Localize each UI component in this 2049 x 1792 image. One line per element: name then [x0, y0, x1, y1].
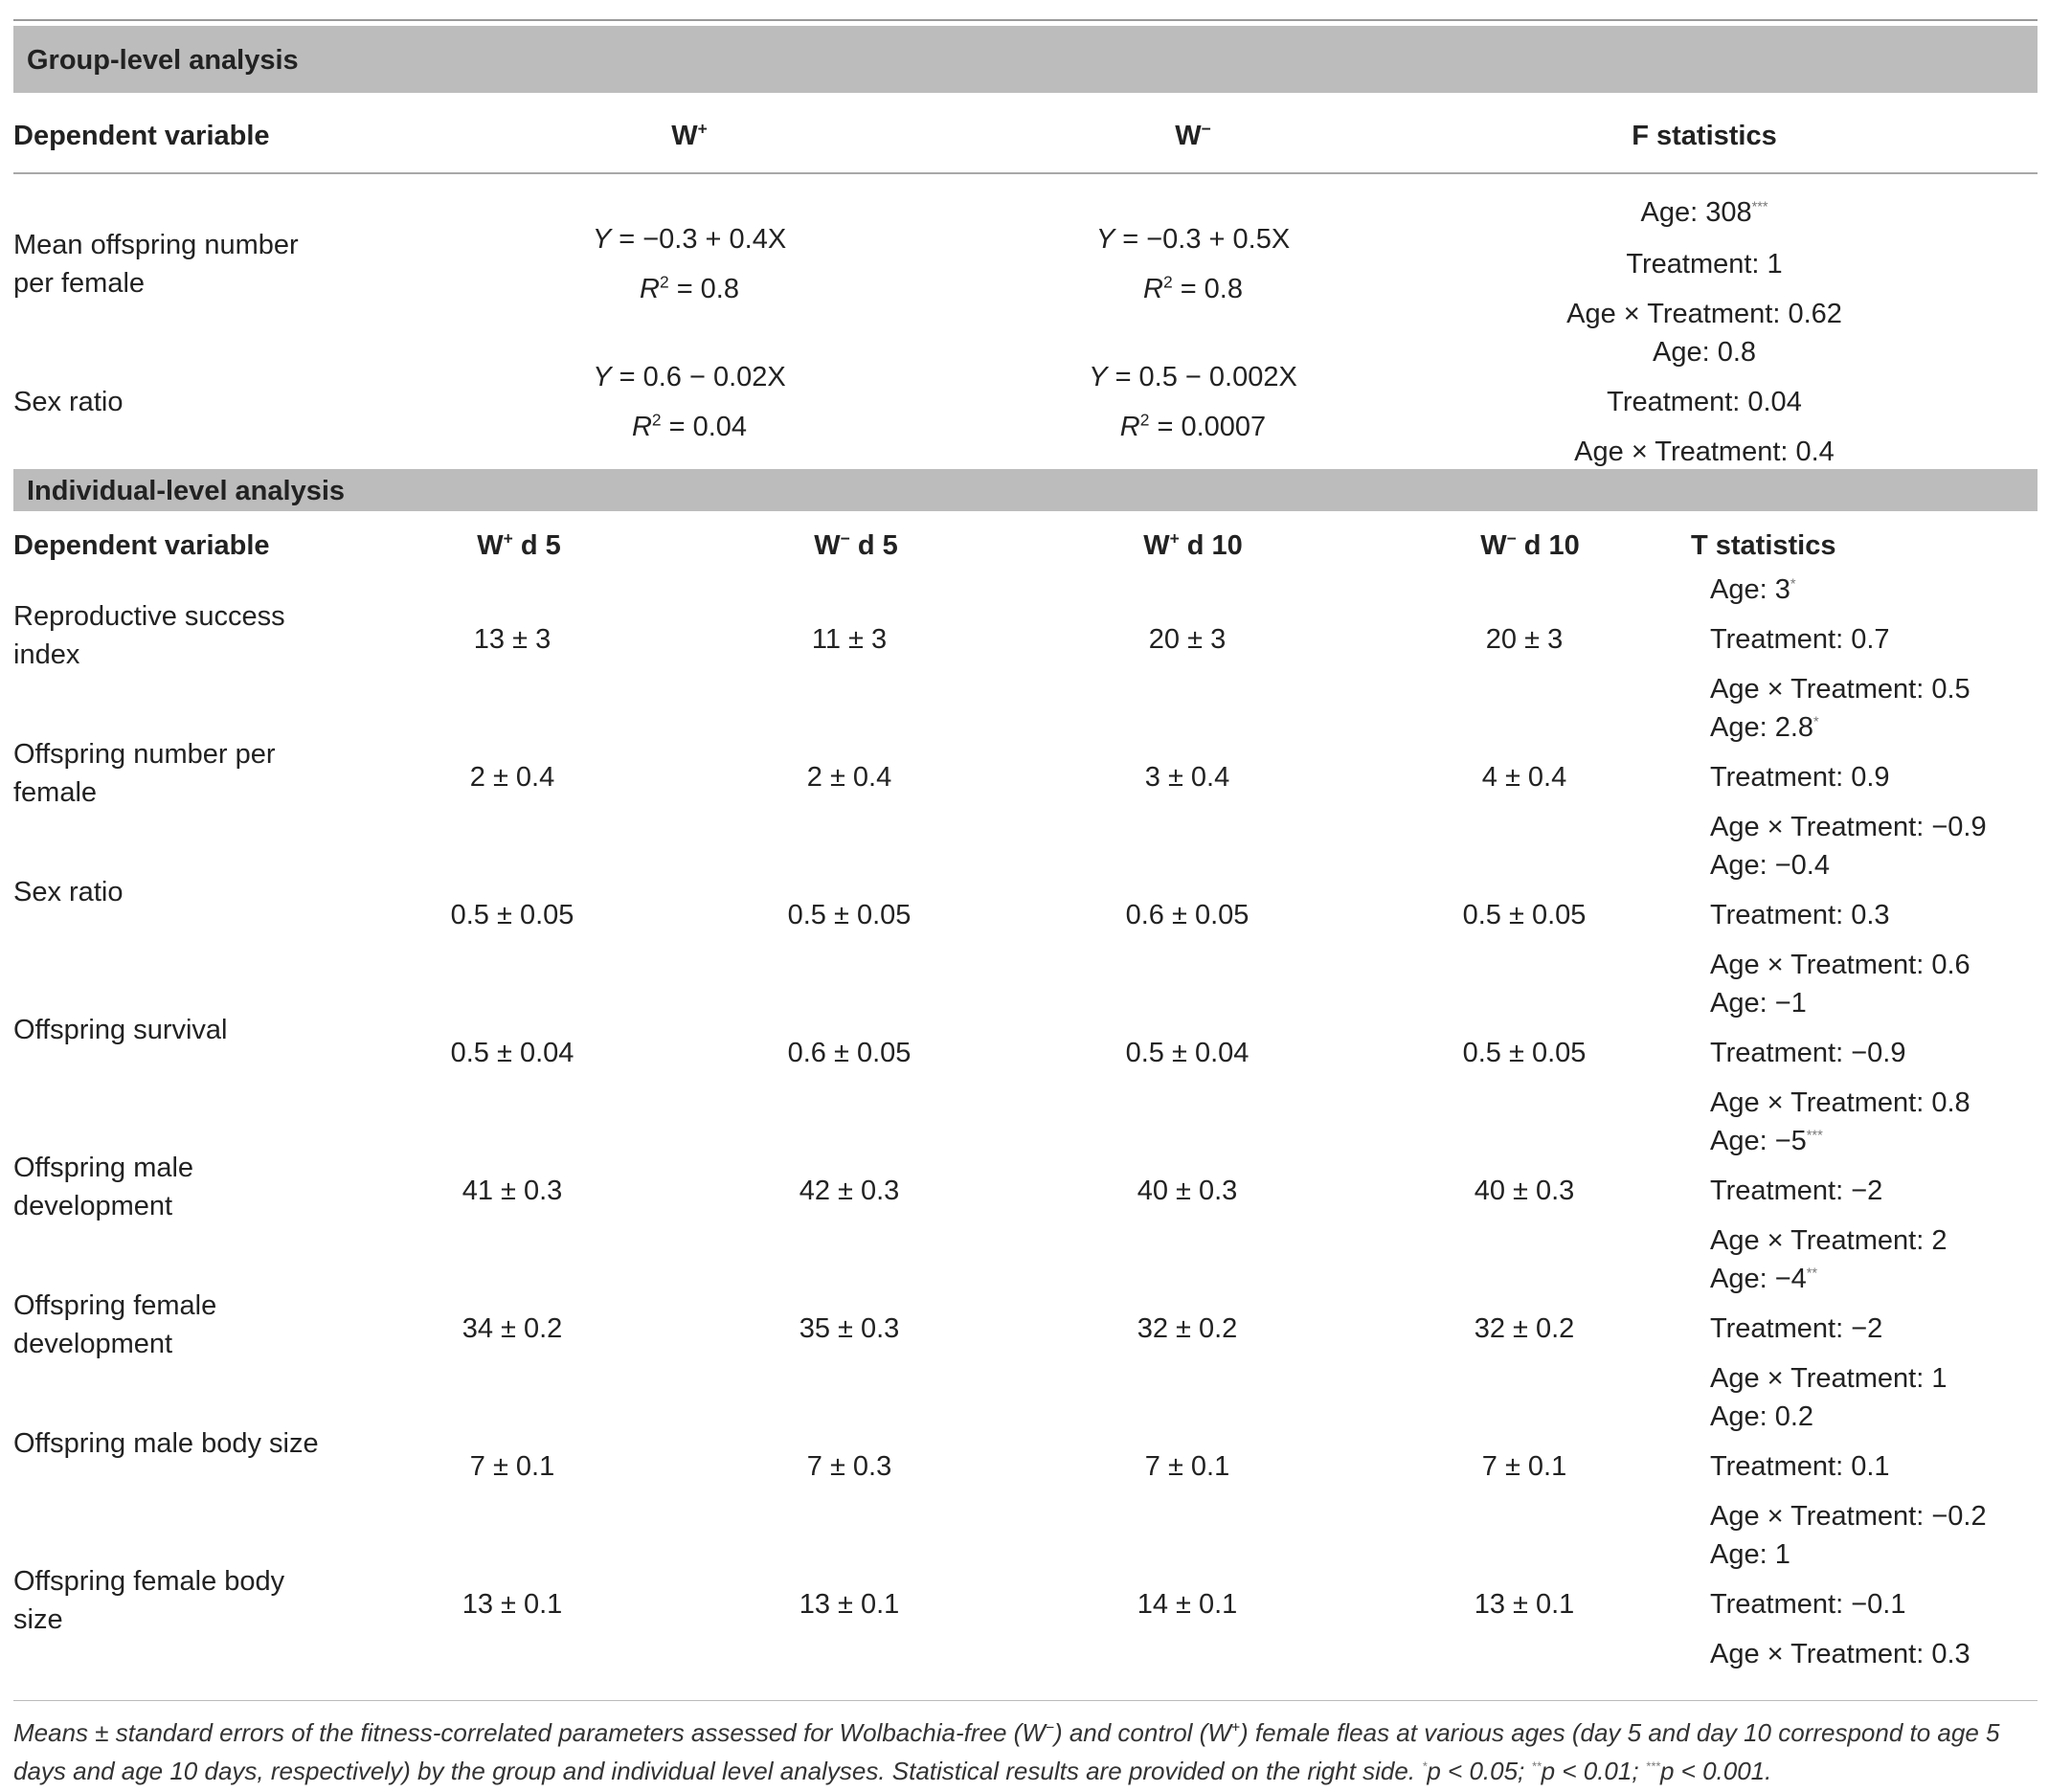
individual-value-cell: 0.5 ± 0.04	[1125, 1038, 1250, 1068]
individual-stat-age: Age: −5***	[1710, 1126, 1823, 1156]
individual-row-label: Offspring female development	[13, 1290, 217, 1359]
individual-stat-age: Age: 1	[1710, 1539, 1790, 1570]
individual-row-label: Sex ratio	[13, 877, 124, 907]
individual-value-cell: 2 ± 0.4	[469, 762, 555, 793]
individual-stat-age: Age: 2.8*	[1710, 712, 1819, 743]
individual-value-cell: 7 ± 0.1	[469, 1451, 555, 1482]
individual-value-cell: 7 ± 0.3	[806, 1451, 892, 1482]
individual-stat-treatment: Treatment: 0.7	[1710, 624, 1890, 655]
individual-value-cell: 41 ± 0.3	[462, 1176, 563, 1206]
group-stat-age: Age: 308***	[1640, 197, 1768, 228]
group-header-rule	[13, 172, 2038, 174]
individual-stat-treatment: Treatment: −2	[1710, 1176, 1883, 1206]
group-wplus-r2: $R^2 = 0.04$	[631, 410, 748, 442]
individual-value-cell: 0.6 ± 0.05	[787, 1038, 912, 1068]
group-wminus-r2: $R^2 = 0.0007$	[1119, 410, 1267, 442]
individual-value-cell: 13 ± 3	[473, 624, 552, 655]
individual-stat-interaction: Age × Treatment: −0.2	[1710, 1501, 1987, 1532]
individual-section-band	[13, 469, 2038, 511]
individual-stat-interaction: Age × Treatment: 1	[1710, 1363, 1948, 1394]
individual-row-label: Reproductive success index	[13, 601, 285, 670]
individual-header-dependent-variable: Dependent variable	[13, 530, 270, 561]
individual-value-cell: 0.5 ± 0.05	[1462, 900, 1587, 930]
individual-stat-interaction: Age × Treatment: 0.3	[1710, 1639, 1970, 1669]
individual-value-cell: 4 ± 0.4	[1481, 762, 1567, 793]
individual-stat-interaction: Age × Treatment: −0.9	[1710, 812, 1987, 842]
group-stat-treatment: Treatment: 1	[1626, 249, 1783, 280]
group-stat-interaction: Age × Treatment: 0.4	[1574, 437, 1835, 467]
individual-stat-age: Age: −4**	[1710, 1264, 1818, 1294]
individual-section-title: Individual-level analysis	[27, 476, 346, 506]
group-wplus-equation: Y = −0.3 + 0.4X	[592, 224, 787, 255]
group-wminus-equation: Y = −0.3 + 0.5X	[1095, 224, 1291, 255]
individual-value-cell: 20 ± 3	[1148, 624, 1227, 655]
individual-value-cell: 0.5 ± 0.05	[450, 900, 574, 930]
group-header-dependent-variable: Dependent variable	[13, 121, 270, 151]
individual-row-label: Offspring male body size	[13, 1428, 319, 1459]
individual-row-label: Offspring number per female	[13, 739, 276, 808]
individual-value-cell: 13 ± 0.1	[462, 1589, 563, 1620]
group-wplus-equation: Y = 0.6 − 0.02X	[593, 362, 786, 392]
individual-stat-treatment: Treatment: −2	[1710, 1313, 1883, 1344]
individual-stat-treatment: Treatment: 0.9	[1710, 762, 1890, 793]
individual-row-label: Offspring survival	[13, 1015, 228, 1045]
group-wminus-r2: $R^2 = 0.8$	[1143, 272, 1243, 304]
individual-value-cell: 2 ± 0.4	[806, 762, 892, 793]
individual-stat-interaction: Age × Treatment: 0.6	[1710, 950, 1970, 980]
individual-value-cell: 13 ± 0.1	[799, 1589, 900, 1620]
individual-value-cell: 40 ± 0.3	[1137, 1176, 1238, 1206]
individual-value-cell: 0.5 ± 0.05	[1462, 1038, 1587, 1068]
individual-stat-treatment: Treatment: 0.1	[1710, 1451, 1890, 1482]
individual-header-wplus-d10: W+ d 10	[1143, 528, 1243, 561]
individual-value-cell: 32 ± 0.2	[1474, 1313, 1575, 1344]
group-header-f-statistics: F statistics	[1632, 121, 1777, 151]
individual-header-wminus-d5: W− d 5	[814, 528, 898, 561]
group-header-wplus: W+	[671, 119, 708, 151]
individual-value-cell: 7 ± 0.1	[1481, 1451, 1567, 1482]
individual-stat-interaction: Age × Treatment: 0.8	[1710, 1087, 1970, 1118]
individual-value-cell: 3 ± 0.4	[1144, 762, 1230, 793]
individual-header-t-statistics: T statistics	[1691, 530, 1836, 561]
individual-row-label: Offspring male development	[13, 1153, 194, 1221]
individual-value-cell: 20 ± 3	[1485, 624, 1564, 655]
individual-value-cell: 35 ± 0.3	[799, 1313, 900, 1344]
individual-stat-interaction: Age × Treatment: 2	[1710, 1225, 1948, 1256]
group-header-wminus: W−	[1175, 119, 1211, 151]
individual-value-cell: 34 ± 0.2	[462, 1313, 563, 1344]
individual-stat-treatment: Treatment: −0.1	[1710, 1589, 1906, 1620]
group-stat-interaction: Age × Treatment: 0.62	[1566, 299, 1842, 329]
individual-header-wminus-d10: W− d 10	[1480, 528, 1580, 561]
individual-stat-age: Age: −1	[1710, 988, 1807, 1019]
individual-stat-treatment: Treatment: −0.9	[1710, 1038, 1906, 1068]
table-bottom-rule	[13, 1700, 2038, 1701]
group-row-label: Sex ratio	[13, 387, 124, 417]
individual-stat-age: Age: −0.4	[1710, 850, 1830, 881]
group-wminus-equation: Y = 0.5 − 0.002X	[1089, 362, 1297, 392]
group-stat-age: Age: 0.8	[1652, 337, 1757, 368]
table-caption: Means ± standard errors of the fitness-correlated parameters assessed for Wolbachia-free (W−) and control (W+) female fleas at various ages (day 5 and day 10 correspond to age 5 days and age 10 days, respectively) by the group and individual level analyses. Statistical results are provided on the right side. *p < 0.05; **p < 0.01; ***p < 0.001.	[13, 1718, 2000, 1785]
individual-value-cell: 14 ± 0.1	[1137, 1589, 1238, 1620]
individual-row-label: Offspring female body size	[13, 1566, 285, 1635]
individual-header-wplus-d5: W+ d 5	[477, 528, 561, 561]
group-row-label: Mean offspring number per female	[13, 230, 299, 299]
individual-value-cell: 13 ± 0.1	[1474, 1589, 1575, 1620]
individual-value-cell: 11 ± 3	[811, 624, 888, 655]
individual-value-cell: 7 ± 0.1	[1144, 1451, 1230, 1482]
group-section-title: Group-level analysis	[27, 45, 299, 76]
individual-value-cell: 0.6 ± 0.05	[1125, 900, 1250, 930]
individual-stat-interaction: Age × Treatment: 0.5	[1710, 674, 1970, 705]
individual-value-cell: 0.5 ± 0.04	[450, 1038, 574, 1068]
group-stat-treatment: Treatment: 0.04	[1607, 387, 1802, 417]
individual-value-cell: 0.5 ± 0.05	[787, 900, 912, 930]
individual-stat-age: Age: 0.2	[1710, 1401, 1814, 1432]
group-wplus-r2: $R^2 = 0.8$	[640, 272, 739, 304]
individual-value-cell: 40 ± 0.3	[1474, 1176, 1575, 1206]
individual-stat-age: Age: 3*	[1710, 574, 1796, 605]
top-rule	[13, 19, 2038, 21]
individual-value-cell: 32 ± 0.2	[1137, 1313, 1238, 1344]
group-section-band	[13, 26, 2038, 93]
individual-value-cell: 42 ± 0.3	[799, 1176, 900, 1206]
individual-stat-treatment: Treatment: 0.3	[1710, 900, 1890, 930]
